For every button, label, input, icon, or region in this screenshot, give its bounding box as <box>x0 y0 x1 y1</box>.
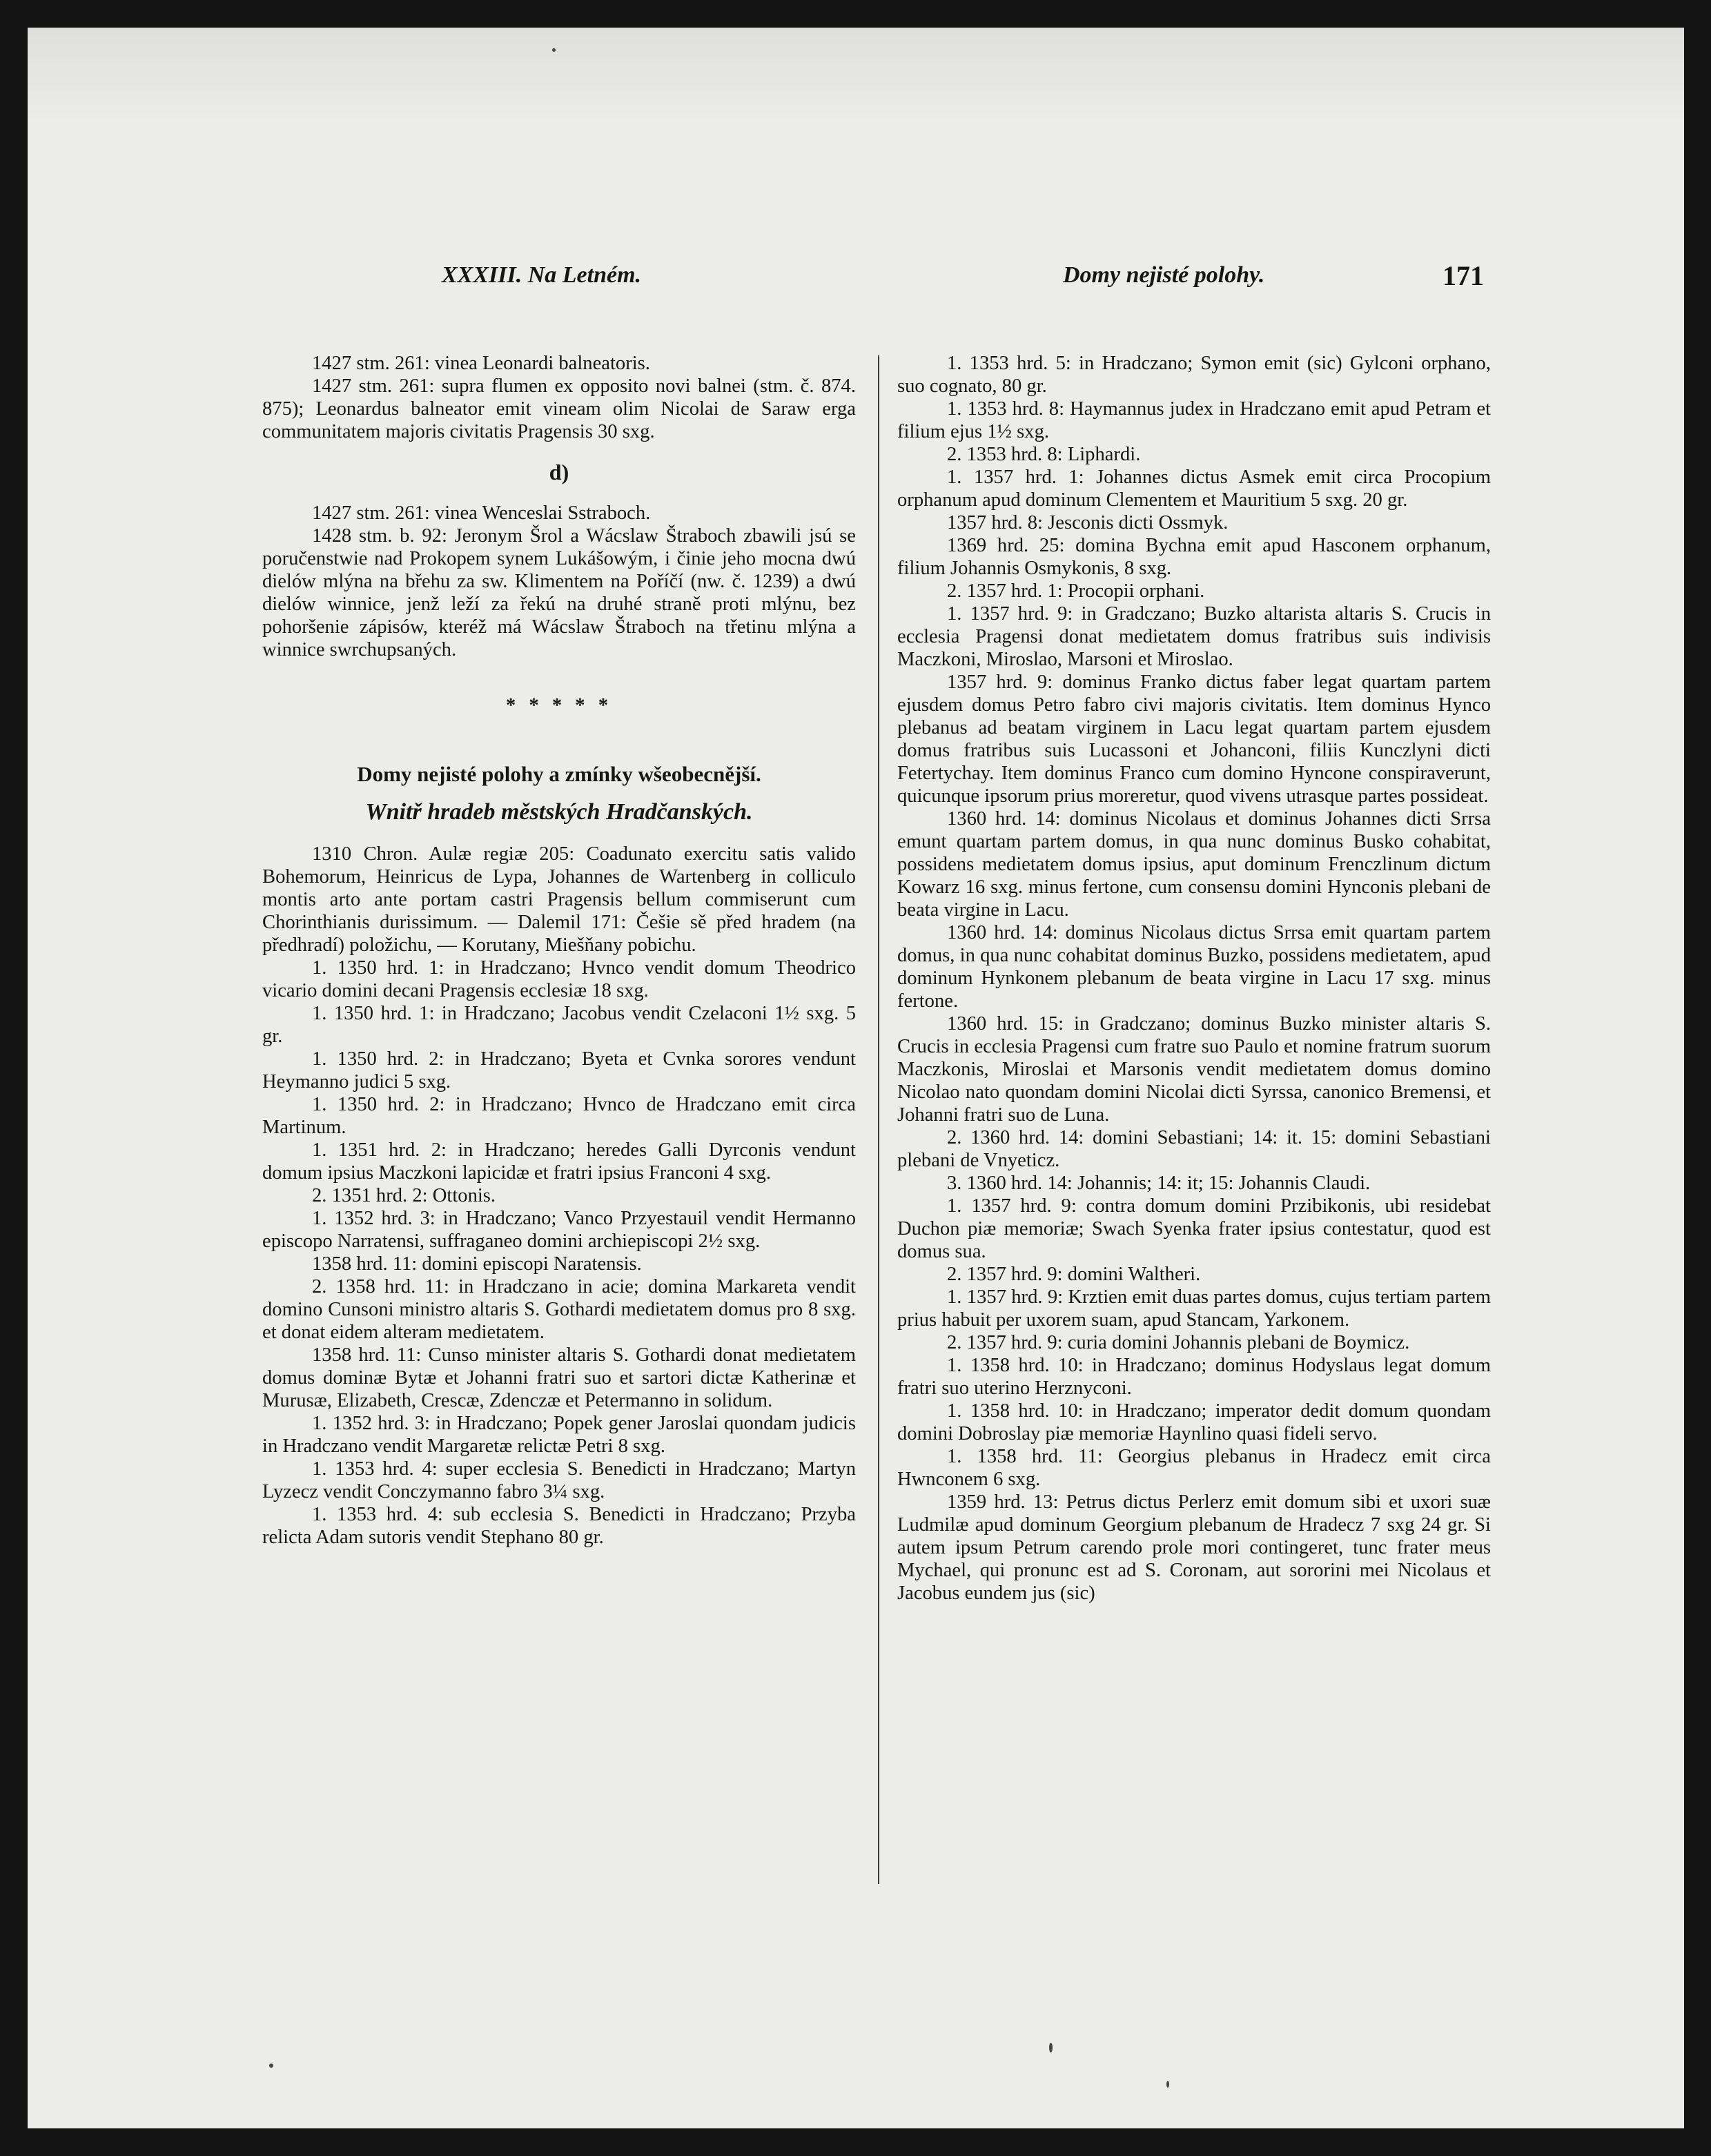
paragraph: 1. 1357 hrd. 9: contra domum domini Przibikonis, ubi residebat Duchon piæ memoriæ; Swach Syenka frater ipsius contestatur, quod est domus sua. <box>897 1195 1491 1262</box>
column-divider <box>878 355 879 1884</box>
paragraph: 1. 1358 hrd. 10: in Hradczano; dominus Hodyslaus legat domum fratri suo uterino Herznyconi. <box>897 1355 1491 1399</box>
paragraph: 1. 1358 hrd. 11: Georgius plebanus in Hradecz emit circa Hwnconem 6 sxg. <box>897 1446 1491 1490</box>
paragraph: 2. 1357 hrd. 1: Procopii orphani. <box>947 580 1205 602</box>
paragraph: 1. 1353 hrd. 5: in Hradczano; Symon emit (sic) Gylconi orphano, suo cognato, 80 gr. <box>897 353 1491 397</box>
paragraph: 2. 1358 hrd. 11: in Hradczano in acie; domina Markareta vendit domino Cunsoni ministro altaris S. Gothardi medietatem domus pro 8 sxg. et donat eidem alteram medietatem. <box>262 1276 856 1343</box>
paragraph: 1. 1358 hrd. 10: in Hradczano; imperator dedit domum quondam domini Dobroslay piæ memoriæ Haynlino quasi fideli servo. <box>897 1400 1491 1444</box>
paragraph: 1. 1352 hrd. 3: in Hradczano; Popek gener Jaroslai quondam judicis in Hradczano vendit Margaretæ relictæ Petri 8 sxg. <box>262 1413 856 1457</box>
paragraph: 1360 hrd. 14: dominus Nicolaus et dominus Johannes dicti Srrsa emunt quartam partem domus, in qua nunc dominus Busko cohabitat, possidens medietatem domus ipsius, aput dominum Frenczlinum dictum Kowarz 16 sxg. minus fertone, cum consensu domini Hynconis plebani de beata virgine in Lacu. <box>897 808 1491 921</box>
section-heading: Domy nejisté polohy a zmínky wšeobecnější. <box>357 762 761 786</box>
paragraph: 1369 hrd. 25: domina Bychna emit apud Hasconem orphanum, filium Johannis Osmykonis, 8 sxg. <box>897 535 1491 579</box>
paragraph: 1. 1350 hrd. 2: in Hradczano; Hvnco de Hradczano emit circa Martinum. <box>262 1094 856 1138</box>
paragraph: 1. 1350 hrd. 1: in Hradczano; Jacobus vendit Czelaconi 1½ sxg. 5 gr. <box>262 1003 856 1047</box>
paragraph: 1360 hrd. 14: dominus Nicolaus dictus Srrsa emit quartam partem domus, in qua nunc cohabitat dominus Buzko, possidens medietatem, apud dominum Hynkonem plebanum de beata virgine in Lacu 17 sxg. minus fertone. <box>897 922 1491 1012</box>
paragraph: 1. 1357 hrd. 1: Johannes dictus Asmek emit circa Procopium orphanum apud dominum Clementem et Mauritium 5 sxg. 20 gr. <box>897 467 1491 511</box>
scan-speck <box>269 2064 273 2068</box>
paragraph: 3. 1360 hrd. 14: Johannis; 14: it; 15: Johannis Claudi. <box>947 1173 1371 1194</box>
page-number: 171 <box>1443 260 1484 291</box>
paragraph: 1357 hrd. 8: Jesconis dicti Ossmyk. <box>947 512 1229 533</box>
paragraph: 1358 hrd. 11: domini episcopi Naratensis. <box>312 1253 642 1275</box>
paragraph: 1359 hrd. 13: Petrus dictus Perlerz emit domum sibi et uxori suæ Ludmilæ apud dominum Georgium plebanum de Hradecz 7 sxg 24 gr. Si autem ipsum Petrum carendo prole mori contingeret, tunc frater meus Mychael, qui pronunc est ad S. Coronam, aut sororini mei Nicolaus et Jacobus eundem jus (sic) <box>897 1491 1491 1604</box>
paragraph: 1360 hrd. 15: in Gradczano; dominus Buzko minister altaris S. Crucis in ecclesia Pragensi cum fratre suo Paulo et nomine fratrum suorum Maczkonis, Miroslai et Marsonis vendit medietatem domus domino Nicolao nato quondam domini Nicolai dicti Syrssa, canonico Bremensi, et Johanni fratri suo de Luna. <box>897 1013 1491 1126</box>
paragraph: 1427 stm. 261: supra flumen ex opposito novi balnei (stm. č. 874. 875); Leonardus balneator emit vineam olim Nicolai de Saraw erga communitatem majoris civitatis Pragensis 30 sxg. <box>262 375 856 442</box>
paragraph: 1310 Chron. Aulæ regiæ 205: Coadunato exercitu satis valido Bohemorum, Heinricus de Lypa, Johannes de Wartenberg in colliculo montis arto ante portam castri Pragensis bellum commiserunt cum Chorinthianis durissimum. — Dalemil 171: Češie sě před hradem (na předhradí) položichu, — Korutany, Miešňany pobichu. <box>262 843 856 956</box>
paragraph: 2. 1353 hrd. 8: Liphardi. <box>947 444 1141 465</box>
scanned-page <box>28 28 1684 2128</box>
section-separator: * * * * * <box>505 695 613 716</box>
paragraph: 1. 1357 hrd. 9: in Gradczano; Buzko altarista altaris S. Crucis in ecclesia Pragensi donat medietatem domus fratribus suis indivisis Maczkoni, Miroslao, Marsoni et Miroslao. <box>897 603 1491 670</box>
paragraph: 2. 1357 hrd. 9: curia domini Johannis plebani de Boymicz. <box>947 1332 1410 1353</box>
paragraph: 1. 1353 hrd. 8: Haymannus judex in Hradczano emit apud Petram et filium ejus 1½ sxg. <box>897 398 1491 442</box>
paragraph: 1. 1353 hrd. 4: sub ecclesia S. Benedicti in Hradczano; Przyba relicta Adam sutoris vendit Stephano 80 gr. <box>262 1504 856 1548</box>
paragraph: 2. 1351 hrd. 2: Ottonis. <box>312 1185 496 1206</box>
left-column <box>262 352 856 1549</box>
paragraph: 1357 hrd. 9: dominus Franko dictus faber legat quartam partem ejusdem domus Petro fabro civi majoris civitatis. Item dominus Hynco plebanus ad beatam virginem in Lacu legat quartam partem ejusdem domus fratribus suis Lucassoni et Johanconi, filiis Kunczlyni dicti Fetertychay. Item dominus Franco cum domino Hyncone conspiraverunt, quicunque ipsorum prius moreretur, quod vivens utrasque partes possideat. <box>897 672 1491 807</box>
scan-speck <box>1166 2081 1169 2088</box>
paragraph: 1. 1352 hrd. 3: in Hradczano; Vanco Przyestauil vendit Hermanno episcopo Narratensi, suffraganeo domini archiepiscopi 2½ sxg. <box>262 1208 856 1252</box>
scan-speck <box>552 48 556 52</box>
section-subheading: Wnitř hradeb městských Hradčanských. <box>365 799 753 825</box>
paragraph: 1. 1357 hrd. 9: Krztien emit duas partes domus, cujus tertiam partem prius habuit per uxorem suam, apud Stancam, Yarkonem. <box>897 1286 1491 1331</box>
header-chapter: XXXIII. Na Letném. <box>442 262 642 288</box>
right-column <box>897 352 1491 1605</box>
paragraph: 1427 stm. 261: vinea Leonardi balneatoris. <box>312 353 650 374</box>
paragraph: 2. 1357 hrd. 9: domini Waltheri. <box>947 1264 1201 1285</box>
section-label: d) <box>549 460 569 484</box>
paragraph: 1427 stm. 261: vinea Wenceslai Sstraboch. <box>312 502 651 524</box>
paragraph: 1. 1350 hrd. 2: in Hradczano; Byeta et Cvnka sorores vendunt Heymanno judici 5 sxg. <box>262 1048 856 1092</box>
paragraph: 1. 1350 hrd. 1: in Hradczano; Hvnco vendit domum Theodrico vicario domini decani Pragensis ecclesiæ 18 sxg. <box>262 957 856 1001</box>
header-section: Domy nejisté polohy. <box>1063 262 1265 288</box>
running-header <box>28 28 1684 317</box>
paragraph: 1. 1353 hrd. 4: super ecclesia S. Benedicti in Hradczano; Martyn Lyzecz vendit Conczymanno fabro 3¼ sxg. <box>262 1458 856 1502</box>
paragraph: 1358 hrd. 11: Cunso minister altaris S. Gothardi donat medietatem domus dominæ Bytæ et Johanni fratri suo et sartori dictæ Katherinæ et Murusæ, Elizabeth, Crescæ, Zdenczæ et Petermanno in solidum. <box>262 1344 856 1411</box>
paragraph: 2. 1360 hrd. 14: domini Sebastiani; 14: it. 15: domini Sebastiani plebani de Vnyeticz. <box>897 1127 1491 1171</box>
paragraph: 1. 1351 hrd. 2: in Hradczano; heredes Galli Dyrconis vendunt domum ipsius Maczkoni lapicidæ et fratri ipsius Franconi 4 sxg. <box>262 1139 856 1184</box>
paragraph: 1428 stm. b. 92: Jeronym Šrol a Wácslaw Štraboch zbawili jsú se poručenstwie nad Prokopem synem Lukášowým, i činie jeho mocna dwú dielów mlýna na břehu za sw. Klimentem na Poříčí (nw. č. 1239) a dwú dielów winnice, jenž leží za řekú na druhé straně proti mlýnu, bez pohoršenie zápisów, kteréž má Wácslaw Štraboch na třetinu mlýna a winnice swrchupsaných. <box>262 525 856 660</box>
scan-speck <box>1049 2043 1053 2052</box>
